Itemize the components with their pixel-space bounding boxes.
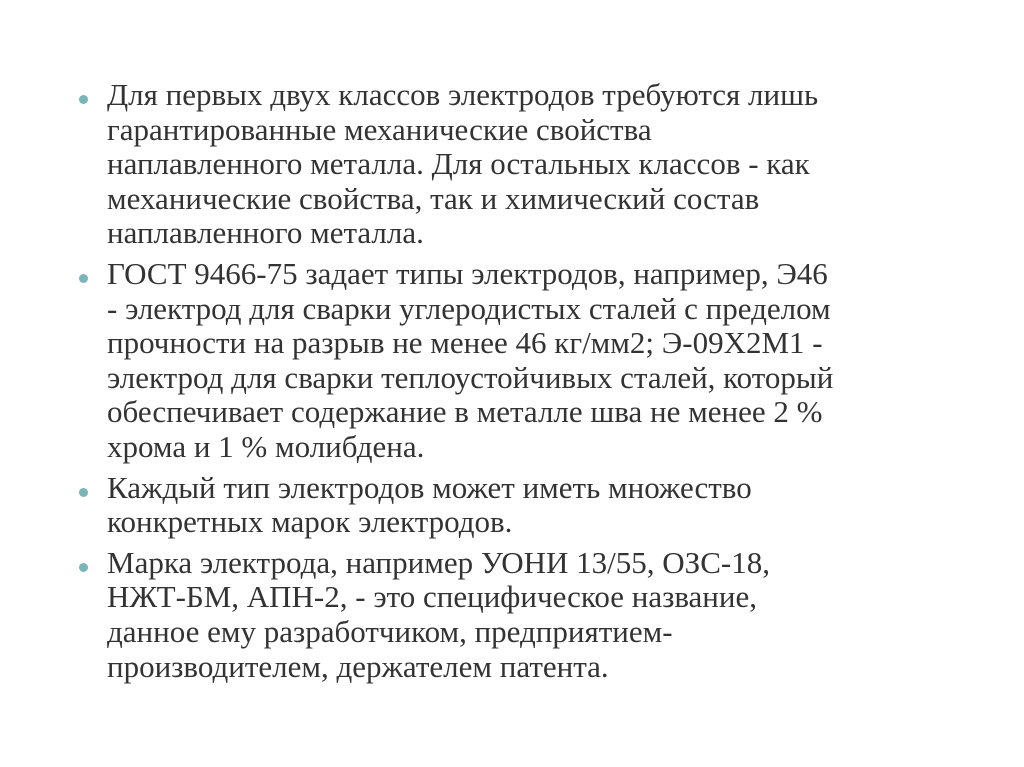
bullet-text: ГОСТ 9466-75 задает типы электродов, например, Э46 - электрод для сварки углеродистых сталей с пределом прочности на разрыв не менее 46 кг/мм2; Э-09Х2М1 - электрод для сварки теплоустойчивых сталей, который обеспечивает содержание в металле шва не менее 2 % хрома и 1 % молибдена. <box>107 255 834 464</box>
bullet-dot-icon <box>79 563 88 572</box>
bullet-item <box>75 78 955 251</box>
bullet-dot-icon <box>79 95 88 104</box>
bullet-item <box>75 471 955 540</box>
bullet-text: Для первых двух классов электродов требуются лишь гарантированные механические свойства наплавленного металла. Для остальных классов - как механические свойства, так и химический состав наплавленного металла. <box>107 77 819 251</box>
bullet-dot-icon <box>79 488 88 497</box>
bullet-text: Каждый тип электродов может иметь множество конкретных марок электродов. <box>107 469 752 540</box>
bullet-item <box>75 257 955 465</box>
bullet-list <box>75 78 955 690</box>
bullet-text: Марка электрода, например УОНИ 13/55, ОЗС-18, НЖТ-БМ, АПН-2, - это специфическое название, данное ему разработчиком, предприятием- производителем, держателем патента. <box>107 544 770 684</box>
bullet-item <box>75 546 955 684</box>
bullet-dot-icon <box>79 274 88 283</box>
